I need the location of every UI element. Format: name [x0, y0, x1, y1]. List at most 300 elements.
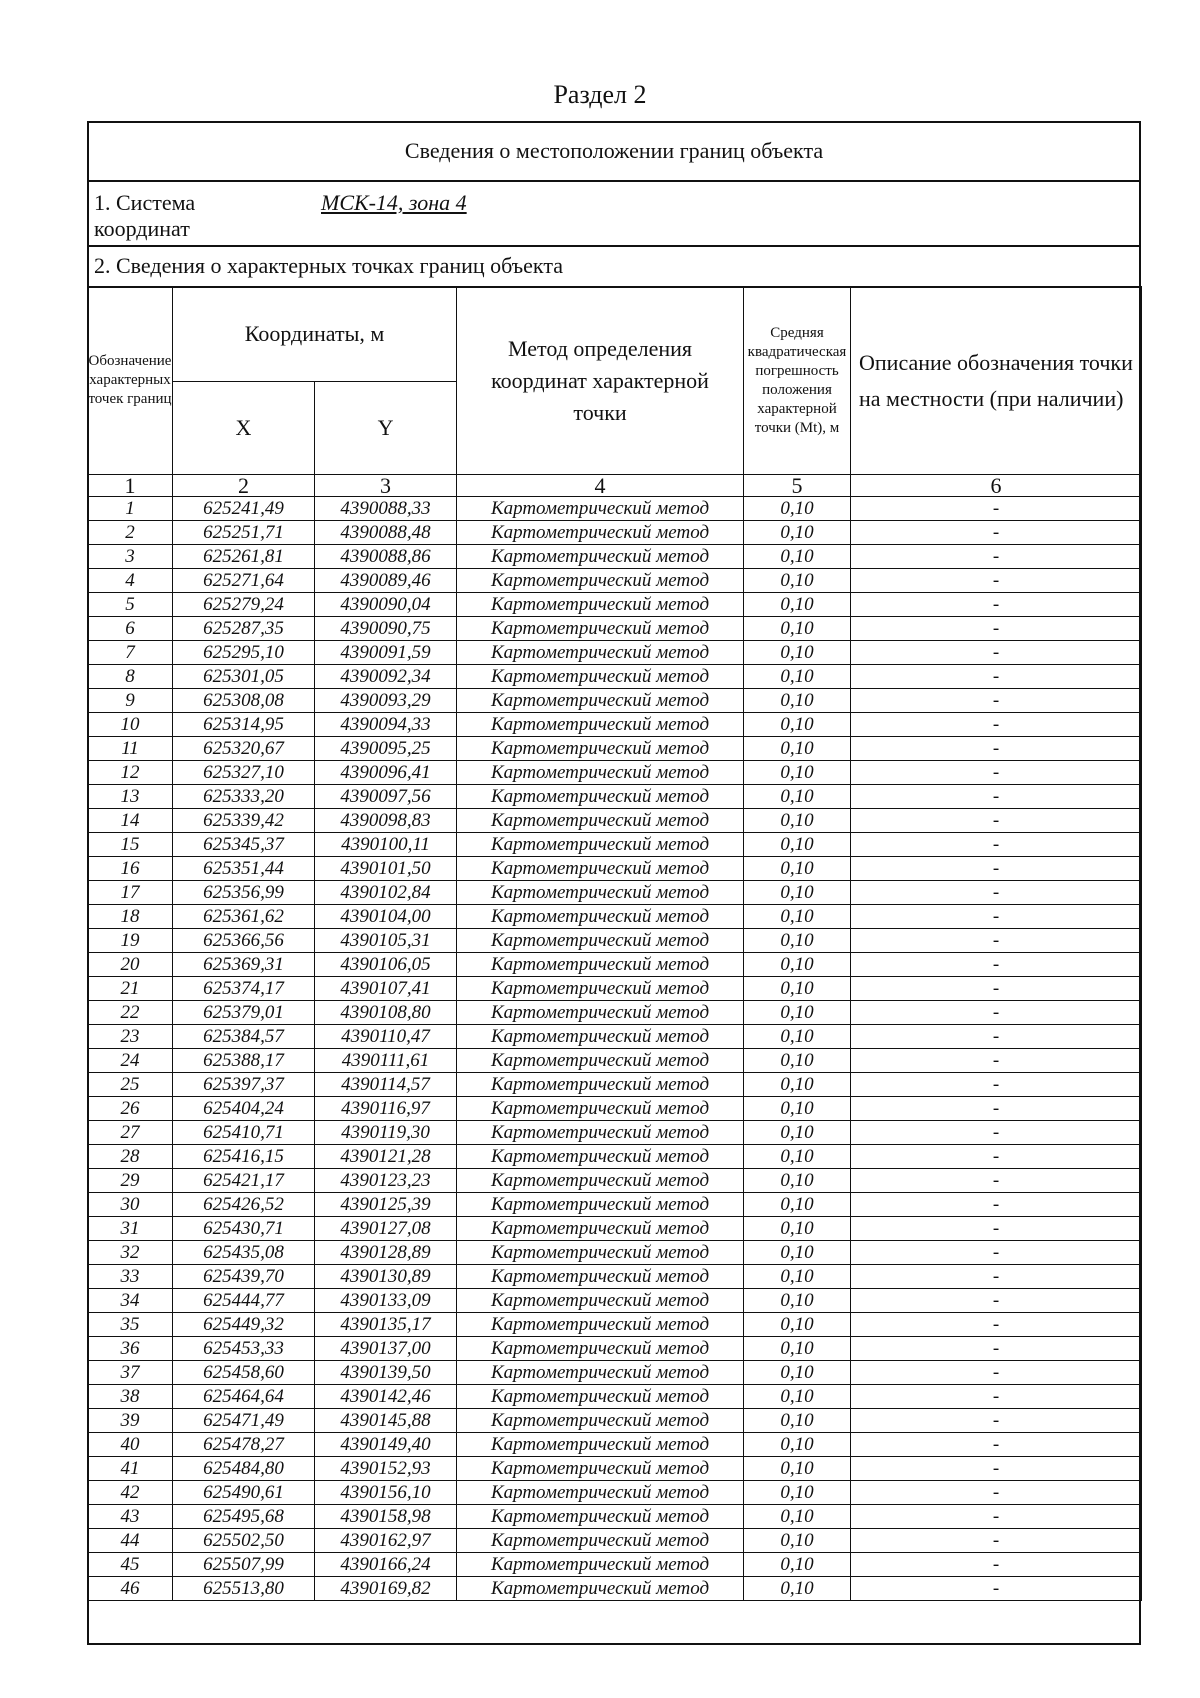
error-cell: 0,10	[744, 1529, 851, 1553]
error-cell: 0,10	[744, 737, 851, 761]
point-number-cell: 12	[88, 761, 173, 785]
description-cell: -	[851, 905, 1142, 929]
y-coordinate-cell: 4390101,50	[315, 857, 457, 881]
error-cell: 0,10	[744, 1265, 851, 1289]
method-cell: Картометрический метод	[457, 977, 744, 1001]
x-coordinate-cell: 625471,49	[173, 1409, 315, 1433]
y-coordinate-cell: 4390108,80	[315, 1001, 457, 1025]
x-coordinate-cell: 625301,05	[173, 665, 315, 689]
method-cell: Картометрический метод	[457, 521, 744, 545]
x-coordinate-cell: 625369,31	[173, 953, 315, 977]
error-cell: 0,10	[744, 641, 851, 665]
error-cell: 0,10	[744, 953, 851, 977]
x-coordinate-cell: 625271,64	[173, 569, 315, 593]
error-cell: 0,10	[744, 1385, 851, 1409]
error-cell: 0,10	[744, 497, 851, 521]
table-row	[88, 1049, 1142, 1073]
point-number-cell: 13	[88, 785, 173, 809]
table-row	[88, 1097, 1142, 1121]
error-cell: 0,10	[744, 881, 851, 905]
y-coordinate-cell: 4390130,89	[315, 1265, 457, 1289]
y-coordinate-cell: 4390111,61	[315, 1049, 457, 1073]
x-coordinate-cell: 625287,35	[173, 617, 315, 641]
x-coordinate-cell: 625251,71	[173, 521, 315, 545]
method-cell: Картометрический метод	[457, 497, 744, 521]
col-header-designation: Обозначение характерных точек границ	[88, 287, 173, 475]
table-row	[88, 1265, 1142, 1289]
description-cell: -	[851, 1385, 1142, 1409]
error-cell: 0,10	[744, 905, 851, 929]
point-number-cell: 33	[88, 1265, 173, 1289]
error-cell: 0,10	[744, 833, 851, 857]
table-row	[88, 1337, 1142, 1361]
x-coordinate-cell: 625295,10	[173, 641, 315, 665]
col-header-method: Метод определения координат характерной точки	[457, 287, 744, 475]
method-cell: Картометрический метод	[457, 929, 744, 953]
y-coordinate-cell: 4390145,88	[315, 1409, 457, 1433]
point-number-cell: 10	[88, 713, 173, 737]
table-row	[88, 1193, 1142, 1217]
col-header-coordinates: Координаты, м	[173, 287, 457, 382]
y-coordinate-cell: 4390098,83	[315, 809, 457, 833]
x-coordinate-cell: 625351,44	[173, 857, 315, 881]
point-number-cell: 3	[88, 545, 173, 569]
method-cell: Картометрический метод	[457, 617, 744, 641]
point-number-cell: 31	[88, 1217, 173, 1241]
x-coordinate-cell: 625356,99	[173, 881, 315, 905]
point-number-cell: 22	[88, 1001, 173, 1025]
x-coordinate-cell: 625426,52	[173, 1193, 315, 1217]
description-cell: -	[851, 1481, 1142, 1505]
error-cell: 0,10	[744, 1217, 851, 1241]
y-coordinate-cell: 4390123,23	[315, 1169, 457, 1193]
points-table	[87, 286, 1142, 1601]
method-cell: Картометрический метод	[457, 1289, 744, 1313]
table-row	[88, 713, 1142, 737]
table-row	[88, 1217, 1142, 1241]
error-cell: 0,10	[744, 1361, 851, 1385]
error-cell: 0,10	[744, 1073, 851, 1097]
x-coordinate-cell: 625439,70	[173, 1265, 315, 1289]
description-cell: -	[851, 1025, 1142, 1049]
table-row	[88, 521, 1142, 545]
description-cell: -	[851, 1361, 1142, 1385]
table-row	[88, 1289, 1142, 1313]
table-row	[88, 665, 1142, 689]
error-cell: 0,10	[744, 1409, 851, 1433]
x-coordinate-cell: 625444,77	[173, 1289, 315, 1313]
method-cell: Картометрический метод	[457, 1025, 744, 1049]
table-row	[88, 1577, 1142, 1601]
x-coordinate-cell: 625339,42	[173, 809, 315, 833]
y-coordinate-cell: 4390088,48	[315, 521, 457, 545]
error-cell: 0,10	[744, 1049, 851, 1073]
y-coordinate-cell: 4390119,30	[315, 1121, 457, 1145]
y-coordinate-cell: 4390169,82	[315, 1577, 457, 1601]
y-coordinate-cell: 4390090,04	[315, 593, 457, 617]
point-number-cell: 6	[88, 617, 173, 641]
y-coordinate-cell: 4390116,97	[315, 1097, 457, 1121]
point-number-cell: 14	[88, 809, 173, 833]
description-cell: -	[851, 1313, 1142, 1337]
error-cell: 0,10	[744, 1001, 851, 1025]
x-coordinate-cell: 625430,71	[173, 1217, 315, 1241]
point-number-cell: 43	[88, 1505, 173, 1529]
x-coordinate-cell: 625502,50	[173, 1529, 315, 1553]
point-number-cell: 38	[88, 1385, 173, 1409]
point-number-cell: 17	[88, 881, 173, 905]
method-cell: Картометрический метод	[457, 1457, 744, 1481]
point-number-cell: 18	[88, 905, 173, 929]
table-row	[88, 977, 1142, 1001]
table-row	[88, 1313, 1142, 1337]
table-row	[88, 1457, 1142, 1481]
table-row	[88, 953, 1142, 977]
x-coordinate-cell: 625279,24	[173, 593, 315, 617]
table-row	[88, 1505, 1142, 1529]
error-cell: 0,10	[744, 1553, 851, 1577]
table-row	[88, 1529, 1142, 1553]
method-cell: Картометрический метод	[457, 1169, 744, 1193]
description-cell: -	[851, 953, 1142, 977]
description-cell: -	[851, 929, 1142, 953]
description-cell: -	[851, 881, 1142, 905]
table-row	[88, 1145, 1142, 1169]
error-cell: 0,10	[744, 761, 851, 785]
error-cell: 0,10	[744, 545, 851, 569]
y-coordinate-cell: 4390128,89	[315, 1241, 457, 1265]
table-row	[88, 1409, 1142, 1433]
method-cell: Картометрический метод	[457, 1409, 744, 1433]
method-cell: Картометрический метод	[457, 785, 744, 809]
point-number-cell: 11	[88, 737, 173, 761]
point-number-cell: 28	[88, 1145, 173, 1169]
error-cell: 0,10	[744, 1169, 851, 1193]
error-cell: 0,10	[744, 1433, 851, 1457]
description-cell: -	[851, 1553, 1142, 1577]
error-cell: 0,10	[744, 1313, 851, 1337]
table-row	[88, 1241, 1142, 1265]
method-cell: Картометрический метод	[457, 857, 744, 881]
error-cell: 0,10	[744, 593, 851, 617]
point-number-cell: 24	[88, 1049, 173, 1073]
error-cell: 0,10	[744, 1241, 851, 1265]
description-cell: -	[851, 1241, 1142, 1265]
description-cell: -	[851, 809, 1142, 833]
method-cell: Картометрический метод	[457, 905, 744, 929]
method-cell: Картометрический метод	[457, 833, 744, 857]
description-cell: -	[851, 1433, 1142, 1457]
point-number-cell: 16	[88, 857, 173, 881]
table-row	[88, 1481, 1142, 1505]
y-coordinate-cell: 4390166,24	[315, 1553, 457, 1577]
col-header-x: X	[173, 382, 315, 475]
x-coordinate-cell: 625495,68	[173, 1505, 315, 1529]
method-cell: Картометрический метод	[457, 641, 744, 665]
y-coordinate-cell: 4390139,50	[315, 1361, 457, 1385]
description-cell: -	[851, 1265, 1142, 1289]
table-row	[88, 857, 1142, 881]
error-cell: 0,10	[744, 809, 851, 833]
point-number-cell: 34	[88, 1289, 173, 1313]
description-cell: -	[851, 1409, 1142, 1433]
table-row	[88, 905, 1142, 929]
boundary-info-frame	[87, 121, 1141, 1645]
description-cell: -	[851, 1169, 1142, 1193]
description-cell: -	[851, 1097, 1142, 1121]
description-cell: -	[851, 1073, 1142, 1097]
point-number-cell: 44	[88, 1529, 173, 1553]
y-coordinate-cell: 4390133,09	[315, 1289, 457, 1313]
table-row	[88, 617, 1142, 641]
x-coordinate-cell: 625388,17	[173, 1049, 315, 1073]
y-coordinate-cell: 4390135,17	[315, 1313, 457, 1337]
table-row	[88, 1385, 1142, 1409]
table-row	[88, 1025, 1142, 1049]
y-coordinate-cell: 4390104,00	[315, 905, 457, 929]
y-coordinate-cell: 4390158,98	[315, 1505, 457, 1529]
column-number: 1	[88, 475, 173, 497]
point-number-cell: 4	[88, 569, 173, 593]
method-cell: Картометрический метод	[457, 665, 744, 689]
table-row	[88, 1361, 1142, 1385]
y-coordinate-cell: 4390107,41	[315, 977, 457, 1001]
description-cell: -	[851, 1505, 1142, 1529]
method-cell: Картометрический метод	[457, 761, 744, 785]
point-number-cell: 41	[88, 1457, 173, 1481]
description-cell: -	[851, 641, 1142, 665]
error-cell: 0,10	[744, 1505, 851, 1529]
error-cell: 0,10	[744, 1193, 851, 1217]
method-cell: Картометрический метод	[457, 545, 744, 569]
error-cell: 0,10	[744, 929, 851, 953]
error-cell: 0,10	[744, 665, 851, 689]
point-number-cell: 25	[88, 1073, 173, 1097]
description-cell: -	[851, 1145, 1142, 1169]
coord-system-value: МСК-14, зона 4	[321, 190, 467, 215]
x-coordinate-cell: 625507,99	[173, 1553, 315, 1577]
error-cell: 0,10	[744, 1577, 851, 1601]
description-cell: -	[851, 857, 1142, 881]
column-number: 5	[744, 475, 851, 497]
error-cell: 0,10	[744, 713, 851, 737]
table-row	[88, 929, 1142, 953]
y-coordinate-cell: 4390093,29	[315, 689, 457, 713]
x-coordinate-cell: 625333,20	[173, 785, 315, 809]
coord-system-label: 1. Система координат	[94, 190, 196, 241]
column-number: 6	[851, 475, 1142, 497]
point-number-cell: 42	[88, 1481, 173, 1505]
error-cell: 0,10	[744, 857, 851, 881]
y-coordinate-cell: 4390094,33	[315, 713, 457, 737]
point-number-cell: 35	[88, 1313, 173, 1337]
description-cell: -	[851, 833, 1142, 857]
x-coordinate-cell: 625327,10	[173, 761, 315, 785]
x-coordinate-cell: 625464,64	[173, 1385, 315, 1409]
col-header-error: Средняя квадратическая погрешность положения характерной точки (Mt), м	[744, 287, 851, 475]
table-row	[88, 1001, 1142, 1025]
point-number-cell: 21	[88, 977, 173, 1001]
error-cell: 0,10	[744, 1289, 851, 1313]
description-cell: -	[851, 665, 1142, 689]
col-header-y: Y	[315, 382, 457, 475]
method-cell: Картометрический метод	[457, 881, 744, 905]
description-cell: -	[851, 1457, 1142, 1481]
y-coordinate-cell: 4390092,34	[315, 665, 457, 689]
x-coordinate-cell: 625397,37	[173, 1073, 315, 1097]
description-cell: -	[851, 1529, 1142, 1553]
description-cell: -	[851, 1049, 1142, 1073]
method-cell: Картометрический метод	[457, 1433, 744, 1457]
table-row	[88, 737, 1142, 761]
method-cell: Картометрический метод	[457, 1385, 744, 1409]
table-row	[88, 569, 1142, 593]
table-row	[88, 1433, 1142, 1457]
method-cell: Картометрический метод	[457, 1145, 744, 1169]
method-cell: Картометрический метод	[457, 1313, 744, 1337]
error-cell: 0,10	[744, 1097, 851, 1121]
description-cell: -	[851, 593, 1142, 617]
y-coordinate-cell: 4390156,10	[315, 1481, 457, 1505]
y-coordinate-cell: 4390110,47	[315, 1025, 457, 1049]
description-cell: -	[851, 689, 1142, 713]
y-coordinate-cell: 4390152,93	[315, 1457, 457, 1481]
description-cell: -	[851, 545, 1142, 569]
method-cell: Картометрический метод	[457, 1121, 744, 1145]
method-cell: Картометрический метод	[457, 593, 744, 617]
error-cell: 0,10	[744, 1337, 851, 1361]
x-coordinate-cell: 625410,71	[173, 1121, 315, 1145]
point-number-cell: 32	[88, 1241, 173, 1265]
point-number-cell: 23	[88, 1025, 173, 1049]
x-coordinate-cell: 625458,60	[173, 1361, 315, 1385]
points-heading: 2. Сведения о характерных точках границ объекта	[89, 247, 1139, 288]
error-cell: 0,10	[744, 617, 851, 641]
point-number-cell: 37	[88, 1361, 173, 1385]
x-coordinate-cell: 625379,01	[173, 1001, 315, 1025]
x-coordinate-cell: 625261,81	[173, 545, 315, 569]
table-row	[88, 761, 1142, 785]
error-cell: 0,10	[744, 977, 851, 1001]
x-coordinate-cell: 625404,24	[173, 1097, 315, 1121]
y-coordinate-cell: 4390114,57	[315, 1073, 457, 1097]
method-cell: Картометрический метод	[457, 1361, 744, 1385]
method-cell: Картометрический метод	[457, 737, 744, 761]
coord-system-block	[89, 182, 1139, 247]
table-row	[88, 545, 1142, 569]
point-number-cell: 9	[88, 689, 173, 713]
method-cell: Картометрический метод	[457, 689, 744, 713]
description-cell: -	[851, 1193, 1142, 1217]
method-cell: Картометрический метод	[457, 1577, 744, 1601]
error-cell: 0,10	[744, 1145, 851, 1169]
table-row	[88, 497, 1142, 521]
table-row	[88, 689, 1142, 713]
method-cell: Картометрический метод	[457, 1217, 744, 1241]
y-coordinate-cell: 4390137,00	[315, 1337, 457, 1361]
error-cell: 0,10	[744, 689, 851, 713]
table-row	[88, 1073, 1142, 1097]
x-coordinate-cell: 625361,62	[173, 905, 315, 929]
x-coordinate-cell: 625453,33	[173, 1337, 315, 1361]
error-cell: 0,10	[744, 1025, 851, 1049]
description-cell: -	[851, 737, 1142, 761]
method-cell: Картометрический метод	[457, 1265, 744, 1289]
y-coordinate-cell: 4390142,46	[315, 1385, 457, 1409]
error-cell: 0,10	[744, 785, 851, 809]
method-cell: Картометрический метод	[457, 1097, 744, 1121]
method-cell: Картометрический метод	[457, 1529, 744, 1553]
method-cell: Картометрический метод	[457, 713, 744, 737]
point-number-cell: 5	[88, 593, 173, 617]
y-coordinate-cell: 4390090,75	[315, 617, 457, 641]
point-number-cell: 45	[88, 1553, 173, 1577]
x-coordinate-cell: 625241,49	[173, 497, 315, 521]
method-cell: Картометрический метод	[457, 953, 744, 977]
column-number: 4	[457, 475, 744, 497]
method-cell: Картометрический метод	[457, 809, 744, 833]
description-cell: -	[851, 617, 1142, 641]
point-number-cell: 1	[88, 497, 173, 521]
x-coordinate-cell: 625484,80	[173, 1457, 315, 1481]
point-number-cell: 36	[88, 1337, 173, 1361]
point-number-cell: 30	[88, 1193, 173, 1217]
y-coordinate-cell: 4390088,86	[315, 545, 457, 569]
description-cell: -	[851, 977, 1142, 1001]
table-row	[88, 1553, 1142, 1577]
method-cell: Картометрический метод	[457, 1193, 744, 1217]
error-cell: 0,10	[744, 1481, 851, 1505]
table-row	[88, 1121, 1142, 1145]
point-number-cell: 20	[88, 953, 173, 977]
point-number-cell: 26	[88, 1097, 173, 1121]
point-number-cell: 46	[88, 1577, 173, 1601]
method-cell: Картометрический метод	[457, 1073, 744, 1097]
description-cell: -	[851, 761, 1142, 785]
table-row	[88, 593, 1142, 617]
x-coordinate-cell: 625435,08	[173, 1241, 315, 1265]
x-coordinate-cell: 625384,57	[173, 1025, 315, 1049]
x-coordinate-cell: 625421,17	[173, 1169, 315, 1193]
description-cell: -	[851, 1217, 1142, 1241]
y-coordinate-cell: 4390097,56	[315, 785, 457, 809]
y-coordinate-cell: 4390088,33	[315, 497, 457, 521]
column-number: 3	[315, 475, 457, 497]
col-header-description: Описание обозначения точки на местности (при наличии)	[851, 287, 1142, 475]
column-numbers-row	[88, 475, 1142, 497]
y-coordinate-cell: 4390121,28	[315, 1145, 457, 1169]
method-cell: Картометрический метод	[457, 1241, 744, 1265]
point-number-cell: 27	[88, 1121, 173, 1145]
y-coordinate-cell: 4390125,39	[315, 1193, 457, 1217]
point-number-cell: 19	[88, 929, 173, 953]
x-coordinate-cell: 625416,15	[173, 1145, 315, 1169]
y-coordinate-cell: 4390100,11	[315, 833, 457, 857]
description-cell: -	[851, 785, 1142, 809]
x-coordinate-cell: 625478,27	[173, 1433, 315, 1457]
method-cell: Картометрический метод	[457, 1001, 744, 1025]
y-coordinate-cell: 4390149,40	[315, 1433, 457, 1457]
y-coordinate-cell: 4390089,46	[315, 569, 457, 593]
x-coordinate-cell: 625449,32	[173, 1313, 315, 1337]
table-row	[88, 809, 1142, 833]
y-coordinate-cell: 4390162,97	[315, 1529, 457, 1553]
method-cell: Картометрический метод	[457, 1481, 744, 1505]
point-number-cell: 39	[88, 1409, 173, 1433]
method-cell: Картометрический метод	[457, 1337, 744, 1361]
x-coordinate-cell: 625490,61	[173, 1481, 315, 1505]
description-cell: -	[851, 1577, 1142, 1601]
